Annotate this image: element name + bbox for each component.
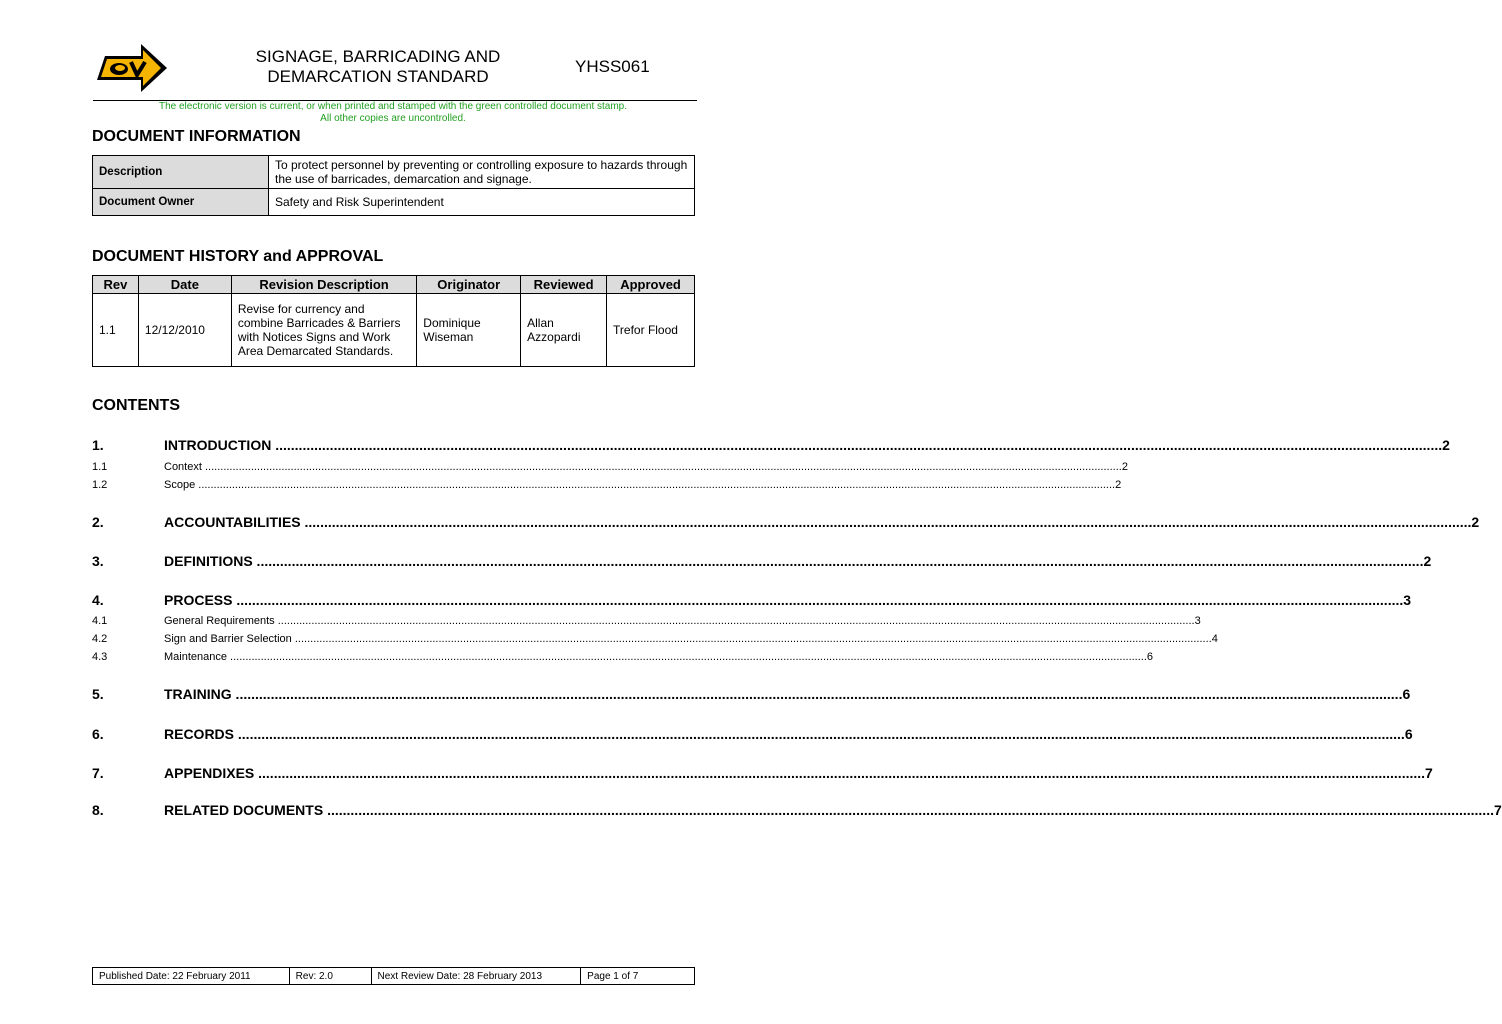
toc-entry[interactable] (92, 461, 1128, 474)
toc-page: 7 (1493, 802, 1502, 818)
toc-label: RELATED DOCUMENTS ............................................................................................................................................................................................................................................................................................................ (164, 802, 1494, 818)
table-header-row (93, 276, 695, 294)
toc-label: Sign and Barrier Selection ............................................................................................................................................................................................................................................................................................................ (164, 633, 1212, 645)
toc-number: 4.3 (92, 651, 108, 663)
toc-number: 5. (92, 686, 104, 702)
toc-page: 6 (1402, 686, 1411, 702)
company-logo (93, 42, 169, 94)
revision-description-cell: Revise for currency and combine Barricades & Barriers with Notices Signs and Work Area Demarcated Standards. (231, 294, 416, 367)
toc-entry[interactable] (92, 765, 1433, 781)
document-information-table (92, 155, 695, 216)
toc-number: 1.2 (92, 479, 108, 491)
toc-page: 4 (1211, 633, 1218, 645)
toc-entry[interactable] (92, 553, 1432, 569)
controlled-copy-note-line1: The electronic version is current, or when printed and stamped with the green controlled document stamp. (158, 101, 628, 112)
toc-label: Maintenance ............................................................................................................................................................................................................................................................................................................ (164, 651, 1147, 663)
date-cell: 12/12/2010 (138, 294, 231, 367)
rev-cell: 1.1 (93, 294, 139, 367)
info-label: Description (93, 156, 269, 189)
document-code: YHSS061 (575, 57, 650, 76)
toc-number: 4.1 (92, 615, 108, 627)
toc-entry[interactable] (92, 479, 1122, 492)
toc-entry[interactable] (92, 633, 1218, 646)
column-header: Originator (417, 276, 521, 294)
toc-label: TRAINING ............................................................................................................................................................................................................................................................................................................ (164, 686, 1403, 702)
toc-number: 1. (92, 437, 104, 453)
toc-label: Scope ............................................................................................................................................................................................................................................................................................................ (164, 479, 1116, 491)
document-title-line1: SIGNAGE, BARRICADING AND (255, 47, 501, 66)
published-date: Published Date: 22 February 2011 (93, 968, 290, 985)
document-title-line2: DEMARCATION STANDARD (267, 67, 489, 86)
info-label: Document Owner (93, 189, 269, 216)
column-header: Revision Description (231, 276, 416, 294)
contents-heading: CONTENTS (92, 397, 180, 414)
document-information-heading: DOCUMENT INFORMATION (92, 128, 301, 145)
table-row (93, 294, 695, 367)
controlled-copy-note (93, 101, 693, 125)
toc-label: APPENDIXES ............................................................................................................................................................................................................................................................................................................ (164, 765, 1426, 781)
column-header: Reviewed (521, 276, 607, 294)
toc-label: INTRODUCTION ............................................................................................................................................................................................................................................................................................................ (164, 437, 1443, 453)
document-history-heading: DOCUMENT HISTORY and APPROVAL (92, 248, 384, 265)
toc-number: 6. (92, 726, 104, 742)
toc-number: 4. (92, 592, 104, 608)
toc-page: 3 (1194, 615, 1201, 627)
column-header: Rev (93, 276, 139, 294)
controlled-copy-note-line2: All other copies are uncontrolled. (320, 113, 466, 124)
toc-page: 2 (1121, 461, 1128, 473)
reviewed-cell: Allan Azzopardi (521, 294, 607, 367)
toc-label: PROCESS ............................................................................................................................................................................................................................................................................................................ (164, 592, 1404, 608)
page-number: Page 1 of 7 (581, 968, 695, 985)
toc-number: 1.1 (92, 461, 108, 473)
toc-entry[interactable] (92, 592, 1412, 608)
page-footer (92, 967, 695, 985)
toc-number: 4.2 (92, 633, 108, 645)
toc-entry[interactable] (92, 686, 1411, 702)
next-review-date: Next Review Date: 28 February 2013 (371, 968, 581, 985)
toc-number: 3. (92, 553, 104, 569)
toc-page: 2 (1115, 479, 1122, 491)
toc-number: 7. (92, 765, 104, 781)
document-history-table (92, 275, 695, 367)
table-row (93, 189, 695, 216)
toc-entry[interactable] (92, 437, 1450, 453)
toc-label: General Requirements ............................................................................................................................................................................................................................................................................................................ (164, 615, 1195, 627)
footer-row (93, 968, 695, 985)
toc-label: DEFINITIONS ............................................................................................................................................................................................................................................................................................................ (164, 553, 1424, 569)
toc-entry[interactable] (92, 726, 1413, 742)
toc-page: 3 (1403, 592, 1412, 608)
toc-label: Context ............................................................................................................................................................................................................................................................................................................ (164, 461, 1122, 473)
toc-page: 2 (1423, 553, 1432, 569)
toc-number: 2. (92, 514, 104, 530)
info-value: Safety and Risk Superintendent (269, 189, 695, 216)
info-value: To protect personnel by preventing or controlling exposure to hazards through the use of barricades, demarcation and signage. (269, 156, 695, 189)
column-header: Approved (607, 276, 695, 294)
toc-page: 7 (1425, 765, 1433, 781)
toc-page: 6 (1146, 651, 1154, 663)
toc-number: 8. (92, 802, 104, 818)
toc-entry[interactable] (92, 802, 1502, 818)
toc-page: 2 (1471, 514, 1480, 530)
toc-label: RECORDS ............................................................................................................................................................................................................................................................................................................ (164, 726, 1405, 742)
table-row (93, 156, 695, 189)
toc-entry[interactable] (92, 651, 1154, 664)
toc-entry[interactable] (92, 514, 1480, 530)
toc-entry[interactable] (92, 615, 1201, 628)
document-title (210, 47, 546, 87)
column-header: Date (138, 276, 231, 294)
revision-number: Rev: 2.0 (289, 968, 371, 985)
toc-page: 2 (1442, 437, 1450, 453)
toc-page: 6 (1404, 726, 1413, 742)
approved-cell: Trefor Flood (607, 294, 695, 367)
originator-cell: Dominique Wiseman (417, 294, 521, 367)
toc-label: ACCOUNTABILITIES ............................................................................................................................................................................................................................................................................................................ (164, 514, 1472, 530)
